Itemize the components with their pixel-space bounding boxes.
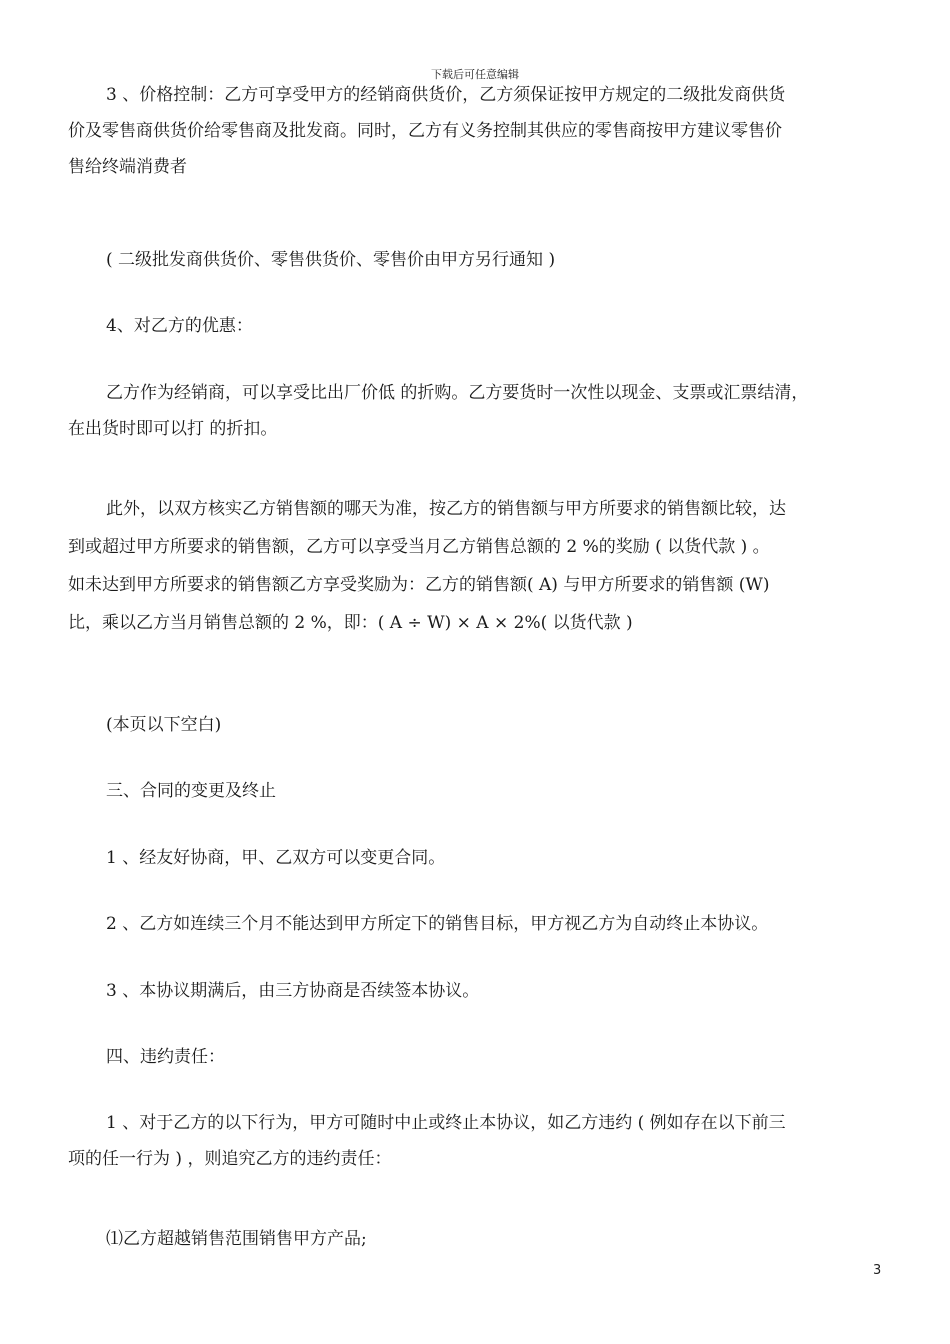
text-line: 比，乘以乙方当月销售总额的 2 %，即：( A ÷ W) × A × 2%( 以货代款 ): [68, 613, 633, 633]
text-line: 4、对乙方的优惠：: [106, 316, 253, 336]
text-line: 2 、乙方如连续三个月不能达到甲方所定下的销售目标，甲方视乙方为自动终止本协议。: [106, 914, 769, 934]
text-line: 四、违约责任：: [106, 1047, 225, 1067]
text-line: (本页以下空白): [106, 715, 222, 735]
section-4-sub-item-1: [68, 1221, 890, 1257]
section-3-item-3: [68, 973, 890, 1009]
section-4-item-1: [68, 1105, 890, 1177]
paragraph-reward-body: [68, 490, 890, 642]
text-line: 在出货时即可以打 的折扣。: [68, 419, 278, 439]
text-line: 3 、价格控制：乙方可享受甲方的经销商供货价，乙方须保证按甲方规定的二级批发商供货: [106, 85, 786, 105]
text-line: 项的任一行为 ) ，则追究乙方的违约责任：: [68, 1149, 392, 1169]
text-line: 价及零售商供货价给零售商及批发商。同时，乙方有义务控制其供应的零售商按甲方建议零售价: [68, 121, 782, 141]
text-line: 如未达到甲方所要求的销售额乙方享受奖励为：乙方的销售额( A) 与甲方所要求的销售额 (W): [68, 575, 770, 595]
paragraph-price-control: [68, 77, 890, 185]
page-number: 3: [873, 1263, 882, 1278]
text-line: 此外，以双方核实乙方销售额的哪天为准，按乙方的销售额与甲方所要求的销售额比较，达: [106, 499, 786, 519]
header-note: 下载后可任意编辑: [431, 68, 519, 81]
section-3-heading: [68, 773, 890, 809]
section-4-heading: [68, 1039, 890, 1075]
section-3-item-2: [68, 906, 890, 942]
text-line: ( 二级批发商供货价、零售供货价、零售价由甲方另行通知 ): [106, 250, 556, 270]
paragraph-discount-heading: [68, 308, 890, 344]
section-3-item-1: [68, 840, 890, 876]
text-line: 3 、本协议期满后，由三方协商是否续签本协议。: [106, 981, 480, 1001]
text-line: 1 、对于乙方的以下行为，甲方可随时中止或终止本协议，如乙方违约 ( 例如存在以下前三: [106, 1113, 786, 1133]
paragraph-blank-note: [68, 707, 890, 743]
text-line: 乙方作为经销商，可以享受比出厂价低 的折购。乙方要货时一次性以现金、支票或汇票结清，: [106, 383, 809, 403]
text-line: 到或超过甲方所要求的销售额，乙方可以享受当月乙方销售总额的 2 %的奖励 ( 以货代款 ) 。: [68, 537, 770, 557]
text-line: 售给终端消费者: [68, 157, 187, 177]
text-line: 1 、经友好协商，甲、乙双方可以变更合同。: [106, 848, 446, 868]
paragraph-price-note: [68, 242, 890, 278]
paragraph-discount-body: [68, 375, 890, 447]
text-line: 三、合同的变更及终止: [106, 781, 276, 801]
text-line: ⑴乙方超越销售范围销售甲方产品;: [106, 1229, 367, 1249]
